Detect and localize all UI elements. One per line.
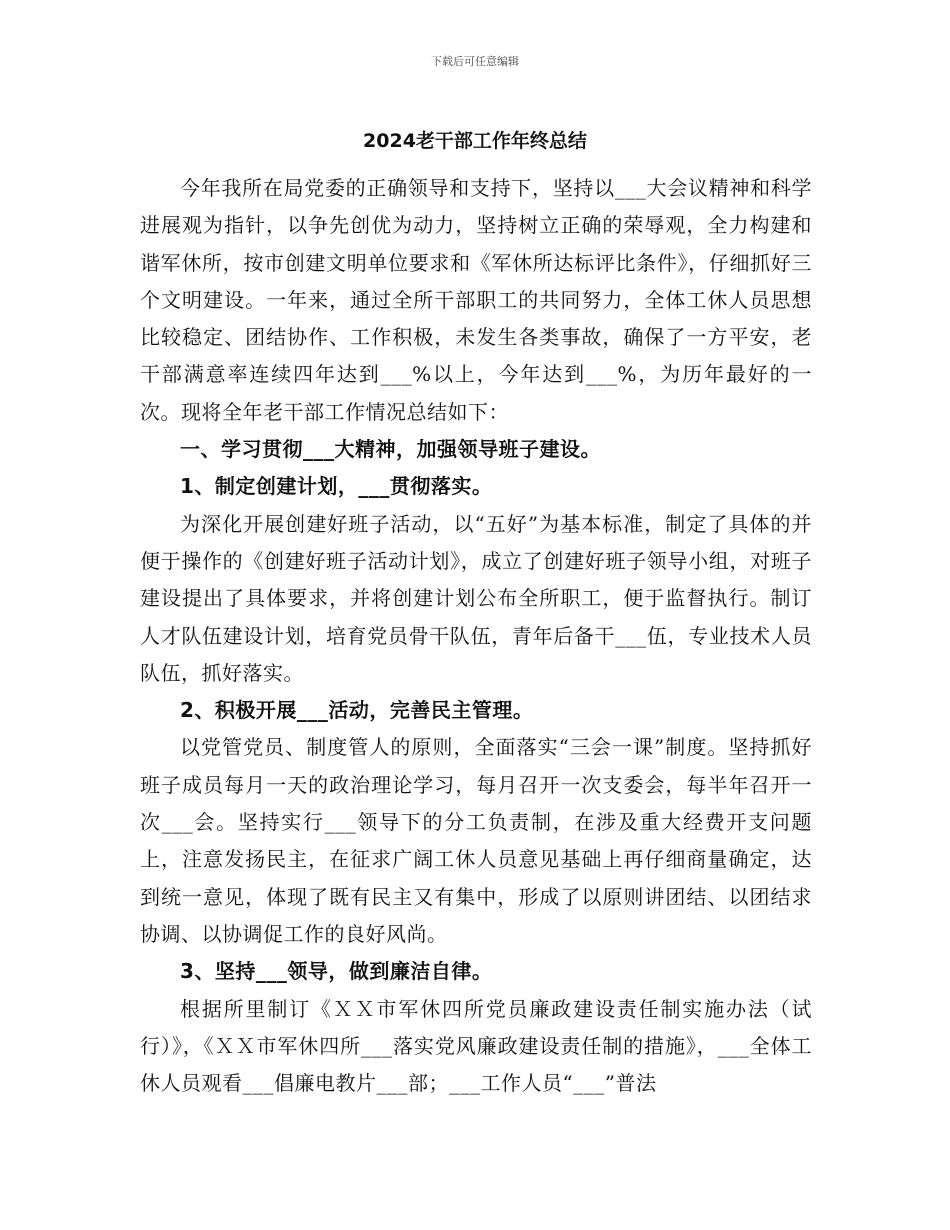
paragraph-3: 根据所里制订《ＸＸ市军休四所党员廉政建设责任制实施办法（试行）》，《ＸＸ市军休四所___落实党风廉政建设责任制的措施》，___全体工休人员观看___倡廉电教片___部；___工作人员“___”普法 [140, 996, 812, 1096]
subsection-heading-3: 3、坚持___领导，做到廉洁自律。 [180, 959, 493, 984]
page-header-note: 下载后可任意编辑 [431, 55, 519, 68]
paragraph-1: 为深化开展创建好班子活动，以“五好”为基本标准，制定了具体的并便于操作的《创建好班子活动计划》，成立了创建好班子领导小组，对班子建设提出了具体要求，并将创建计划公布全所职工，便于监督执行。制订人才队伍建设计划，培育党员骨干队伍，青年后备干___伍，专业技术人员队伍，抓好落实。 [140, 511, 812, 685]
paragraph-2: 以党管党员、制度管人的原则，全面落实“三会一课”制度。坚持抓好班子成员每月一天的政治理论学习，每月召开一次支委会，每半年召开一次___会。坚持实行___领导下的分工负责制，在涉及重大经费开支问题上，注意发扬民主，在征求广阔工休人员意见基础上再仔细商量确定，达到统一意见，体现了既有民主又有集中，形成了以原则讲团结、以团结求协调、以协调促工作的良好风尚。 [140, 735, 812, 946]
subsection-heading-1: 1、制定创建计划，___贯彻落实。 [180, 474, 493, 499]
subsection-heading-2: 2、积极开展___活动，完善民主管理。 [180, 698, 534, 723]
document-title: 2024老干部工作年终总结 [363, 130, 587, 152]
intro-paragraph: 今年我所在局党委的正确领导和支持下，坚持以___大会议精神和科学进展观为指针，以争先创优为动力，坚持树立正确的荣辱观，全力构建和谐军休所，按市创建文明单位要求和《军休所达标评比条件》，仔细抓好三个文明建设。一年来，通过全所干部职工的共同努力，全体工休人员思想比较稳定、团结协作、工作积极，未发生各类事故，确保了一方平安，老干部满意率连续四年达到___%以上，今年达到___%，为历年最好的一次。现将全年老干部工作情况总结如下： [140, 176, 812, 424]
section-heading-1: 一、学习贯彻___大精神，加强领导班子建设。 [180, 437, 601, 462]
document-body [140, 170, 812, 1102]
